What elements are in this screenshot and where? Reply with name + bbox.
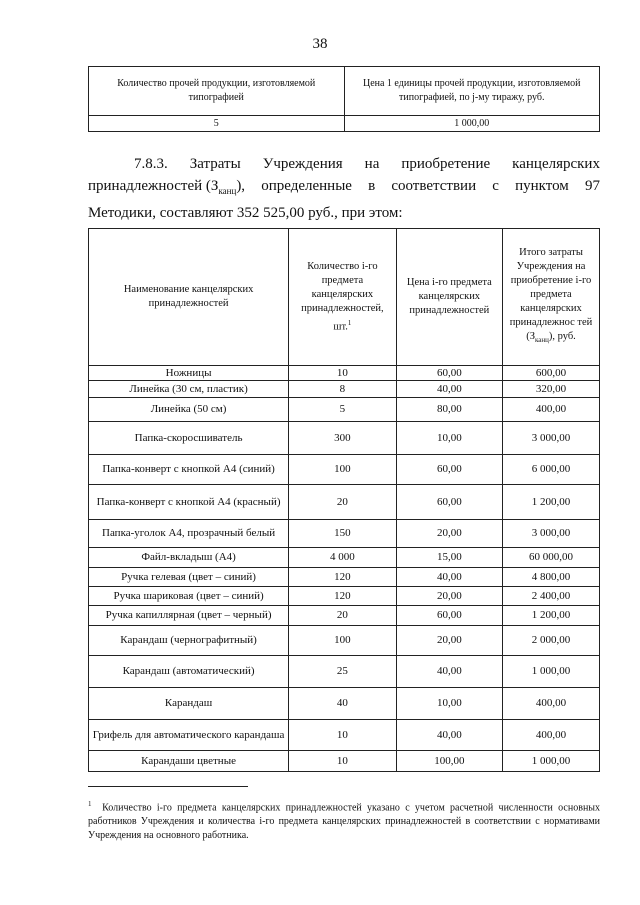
header-price: Цена i-го предмета канцелярских принадлежностей xyxy=(396,229,502,366)
cell-total: 1 200,00 xyxy=(503,485,600,520)
footnote-text: Количество i-го предмета канцелярских принадлежностей указано с учетом расчетной численности основных работников Учреждения и количества i-го предмета канцелярских принадлежностей в соответствии с нормативами Учреждения на основного работника. xyxy=(88,802,601,842)
cell-quantity: 8 xyxy=(289,381,397,398)
cell-quantity: 100 xyxy=(289,626,397,656)
cell-total: 320,00 xyxy=(503,381,600,398)
cell-name: Файл-вкладыш (А4) xyxy=(89,548,289,568)
table-row xyxy=(89,520,600,548)
cell-total: 2 400,00 xyxy=(503,587,600,606)
cell-price: 40,00 xyxy=(396,568,502,587)
cell-price: 20,00 xyxy=(396,520,502,548)
cell-name: Карандаш (чернографитный) xyxy=(89,626,289,656)
cell-name: Ручка гелевая (цвет – синий) xyxy=(89,568,289,587)
cell-quantity: 120 xyxy=(289,587,397,606)
section-paragraph xyxy=(88,153,600,224)
cell-name: Папка-скоросшиватель xyxy=(89,422,289,455)
cell-price: 20,00 xyxy=(396,626,502,656)
cell-quantity: 100 xyxy=(289,455,397,485)
cell-total: 1 200,00 xyxy=(503,606,600,626)
cell-quantity: 25 xyxy=(289,656,397,688)
cell-name: Ножницы xyxy=(89,366,289,381)
table-row xyxy=(89,398,600,422)
cell-quantity: 20 xyxy=(289,485,397,520)
paragraph-line-1 xyxy=(88,153,600,175)
table-row xyxy=(89,626,600,656)
stationery-table-body xyxy=(89,366,600,772)
table-row xyxy=(89,688,600,720)
header-name: Наименование канцелярских принадлежностей xyxy=(89,229,289,366)
footnote-marker: 1 xyxy=(88,800,92,808)
cell-name: Папка-конверт с кнопкой А4 (синий) xyxy=(89,455,289,485)
table1-header-quantity: Количество прочей продукции, изготовляемой типографией xyxy=(89,67,345,116)
table-row xyxy=(89,587,600,606)
paragraph-word: Учреждения xyxy=(262,156,343,172)
cell-quantity: 5 xyxy=(289,398,397,422)
cell-total: 1 000,00 xyxy=(503,751,600,772)
cell-price: 15,00 xyxy=(396,548,502,568)
cell-quantity: 4 000 xyxy=(289,548,397,568)
table-row xyxy=(89,751,600,772)
paragraph-term: принадлежностей $(З_{канц})$, xyxy=(88,178,246,196)
cell-total: 4 800,00 xyxy=(503,568,600,587)
cell-total: 2 000,00 xyxy=(503,626,600,656)
cell-price: 10,00 xyxy=(396,422,502,455)
cell-name: Карандаш (автоматический) xyxy=(89,656,289,688)
cell-price: 10,00 xyxy=(396,688,502,720)
paragraph-word: канцелярских xyxy=(512,156,600,172)
cell-total: 600,00 xyxy=(503,366,600,381)
cell-total: 400,00 xyxy=(503,688,600,720)
cell-price: 40,00 xyxy=(396,656,502,688)
cell-total: 400,00 xyxy=(503,398,600,422)
cell-price: 60,00 xyxy=(396,485,502,520)
table-row xyxy=(89,455,600,485)
page-number: 38 xyxy=(312,36,328,52)
paragraph-word: пунктом xyxy=(515,178,569,194)
paragraph-word: с xyxy=(492,178,499,194)
table-row xyxy=(89,366,600,381)
cell-name: Грифель для автоматического карандаша xyxy=(89,720,289,751)
footnote xyxy=(88,797,600,843)
cell-total: 6 000,00 xyxy=(503,455,600,485)
cell-name: Ручка капиллярная (цвет – черный) xyxy=(89,606,289,626)
cell-quantity: 120 xyxy=(289,568,397,587)
cell-quantity: 300 xyxy=(289,422,397,455)
cell-name: Ручка шариковая (цвет – синий) xyxy=(89,587,289,606)
cell-price: 40,00 xyxy=(396,720,502,751)
table-row xyxy=(89,656,600,688)
header-total: Итого затраты Учреждения на приобретение i-го предмета канцелярских принадлежнос тей $(З_{канц})$, руб. xyxy=(503,229,600,366)
paragraph-word: 7.8.3. xyxy=(134,156,168,172)
cell-name: Папка-уголок А4, прозрачный белый xyxy=(89,520,289,548)
cell-total: 400,00 xyxy=(503,720,600,751)
cell-total: 3 000,00 xyxy=(503,422,600,455)
footnote-rule xyxy=(88,786,248,787)
footnote-ref: 1 xyxy=(347,318,352,327)
cell-name: Линейка (30 см, пластик) xyxy=(89,381,289,398)
table-row xyxy=(89,422,600,455)
cell-total: 60 000,00 xyxy=(503,548,600,568)
cell-quantity: 20 xyxy=(289,606,397,626)
table1-cell-price: 1 000,00 xyxy=(344,116,600,132)
paragraph-word: в xyxy=(368,178,376,194)
table-row xyxy=(89,485,600,520)
cell-total: 1 000,00 xyxy=(503,656,600,688)
table-row xyxy=(89,606,600,626)
cell-name: Карандаши цветные xyxy=(89,751,289,772)
table-row xyxy=(89,548,600,568)
header-quantity: Количество i-го предмета канцелярских принадлежностей, шт.$^1$ xyxy=(289,229,397,366)
paragraph-word: соответствии xyxy=(391,178,477,194)
table-row xyxy=(89,568,600,587)
table1-cell-quantity: 5 xyxy=(89,116,345,132)
cell-quantity: 10 xyxy=(289,366,397,381)
stationery-table xyxy=(88,228,600,772)
cell-price: 100,00 xyxy=(396,751,502,772)
cell-name: Линейка (50 см) xyxy=(89,398,289,422)
cell-name: Папка-конверт с кнопкой А4 (красный) xyxy=(89,485,289,520)
cell-price: 60,00 xyxy=(396,366,502,381)
paragraph-line-3: Методики, составляют 352 525,00 руб., при этом: xyxy=(88,205,403,221)
cell-quantity: 40 xyxy=(289,688,397,720)
cell-price: 60,00 xyxy=(396,606,502,626)
cell-price: 80,00 xyxy=(396,398,502,422)
cell-quantity: 10 xyxy=(289,720,397,751)
paragraph-word: 97 xyxy=(584,178,600,194)
cell-total: 3 000,00 xyxy=(503,520,600,548)
cell-name: Карандаш xyxy=(89,688,289,720)
paragraph-word: на xyxy=(364,156,380,172)
printing-products-table xyxy=(88,66,600,132)
paragraph-word: Затраты xyxy=(189,156,241,172)
paragraph-line-2 xyxy=(88,175,600,202)
cell-quantity: 150 xyxy=(289,520,397,548)
table-row xyxy=(89,381,600,398)
cell-price: 20,00 xyxy=(396,587,502,606)
cell-quantity: 10 xyxy=(289,751,397,772)
table1-header-price: Цена 1 единицы прочей продукции, изготовляемой типографией, по j-му тиражу, руб. xyxy=(344,67,600,116)
cell-price: 60,00 xyxy=(396,455,502,485)
table-row xyxy=(89,720,600,751)
paragraph-word: приобретение xyxy=(401,156,491,172)
paragraph-word: определенные xyxy=(261,178,352,194)
cell-price: 40,00 xyxy=(396,381,502,398)
